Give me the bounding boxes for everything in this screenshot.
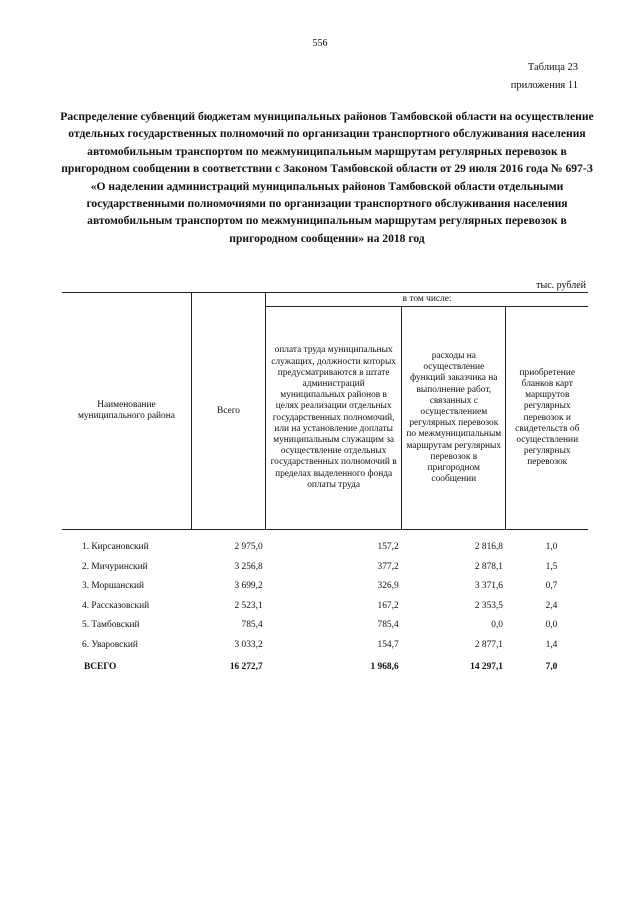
header-labor-payment: оплата труда муниципальных служащих, должности которых предусматриваются в штате администраций муниципальных районов в целях реализации отдельных государственных полномочий, или на установление доплаты муниципальным служащим за осуществление отдельных государственных полномочий в пределах выделенного фонда оплаты труда <box>266 307 402 530</box>
row-customer-expenses: 0,0 <box>491 620 503 631</box>
table-total-row <box>62 655 588 679</box>
page-number: 556 <box>312 38 328 49</box>
row-total: 785,4 <box>241 620 263 631</box>
district-name: 3. Моршанский <box>82 581 144 592</box>
row-blank-forms: 0,0 <box>545 620 558 631</box>
district-name: 5. Тамбовский <box>82 620 140 631</box>
row-blank-forms: 1,4 <box>545 639 558 650</box>
header-including: в том числе: <box>266 293 588 307</box>
row-labor-payment: 785,4 <box>377 620 399 631</box>
row-total: 3 033,2 <box>234 639 263 650</box>
row-customer-expenses: 3 371,6 <box>474 581 503 592</box>
table-row <box>62 597 588 617</box>
table-header-row-1 <box>62 293 588 307</box>
total-labor-payment: 1 968,6 <box>370 661 399 672</box>
row-customer-expenses: 2 353,5 <box>474 600 503 611</box>
row-customer-expenses: 2 816,8 <box>474 542 503 553</box>
table-reference <box>511 59 578 95</box>
total-sum: 16 272,7 <box>229 661 263 672</box>
total-customer-expenses: 14 297,1 <box>470 661 503 672</box>
row-customer-expenses: 2 877,1 <box>474 639 503 650</box>
row-labor-payment: 326,9 <box>377 581 399 592</box>
row-blank-forms: 0,7 <box>545 581 558 592</box>
units-label: тыс. рублей <box>536 280 586 291</box>
row-customer-expenses: 2 878,1 <box>474 561 503 572</box>
table-ref-line2: приложения 11 <box>510 80 578 91</box>
header-separator <box>62 530 588 539</box>
district-name: 2. Мичуринский <box>82 561 148 572</box>
district-name: 6. Уваровский <box>82 639 138 650</box>
table-row <box>62 577 588 597</box>
row-total: 3 256,8 <box>234 561 263 572</box>
row-total: 2 523,1 <box>234 600 263 611</box>
subsidy-table <box>62 292 588 679</box>
table-row <box>62 538 588 558</box>
row-total: 2 975,0 <box>234 542 263 553</box>
row-labor-payment: 157,2 <box>377 542 399 553</box>
document-title: Распределение субвенций бюджетам муниципальных районов Тамбовской области на осуществление отдельных государственных полномочий по организации транспортного обслуживания населения автомобильным транспортом по межмуниципальным маршрутам регулярных перевозок в пригородном сообщении в соответствии с Законом Тамбовской области от 29 июля 2016 года № 697-З «О наделении администраций муниципальных районов Тамбовской области отдельными государственными полномочиями по организации транспортного обслуживания населения автомобильным транспортом по межмуниципальным маршрутам регулярных перевозок в пригородном сообщении» на 2018 год <box>60 110 594 245</box>
header-total: Всего <box>191 293 265 530</box>
district-name: 1. Кирсановский <box>82 542 149 553</box>
row-blank-forms: 1,0 <box>545 542 558 553</box>
table-body <box>62 538 588 655</box>
total-label: ВСЕГО <box>84 661 117 672</box>
row-labor-payment: 167,2 <box>377 600 399 611</box>
header-customer-expenses: расходы на осуществление функций заказчика на выполнение работ, связанных с осуществлением регулярных перевозок по межмуниципальным маршрутам регулярных перевозок в пригородном сообщении <box>402 307 506 530</box>
row-blank-forms: 2,4 <box>545 600 558 611</box>
row-labor-payment: 154,7 <box>377 639 399 650</box>
table-row <box>62 616 588 636</box>
header-blank-forms: приобретение бланков карт маршрутов регулярных перевозок и свидетельств об осуществлении регулярных перевозок <box>515 367 580 468</box>
row-blank-forms: 1,5 <box>545 561 558 572</box>
table-row <box>62 558 588 578</box>
district-name: 4. Рассказовский <box>82 600 150 611</box>
table-ref-line1: Таблица 23 <box>527 62 578 73</box>
row-total: 3 699,2 <box>234 581 263 592</box>
total-blank-forms: 7,0 <box>545 661 558 672</box>
row-labor-payment: 377,2 <box>377 561 399 572</box>
table-row <box>62 636 588 656</box>
header-district-name: Наименование муниципального района <box>62 293 191 530</box>
